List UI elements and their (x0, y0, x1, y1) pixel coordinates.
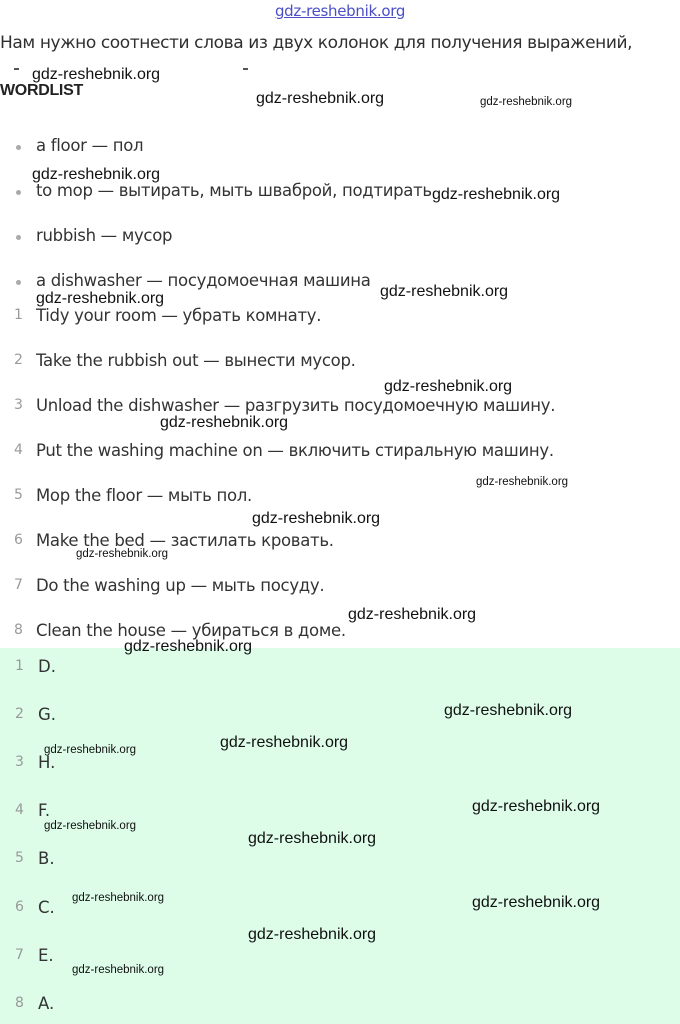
item-number: 1 (15, 658, 24, 674)
watermark: gdz-reshebnik.org (44, 744, 137, 756)
watermark: gdz-reshebnik.org (476, 476, 569, 488)
item-number: 1 (14, 307, 23, 323)
bullet-icon (16, 280, 21, 285)
item-number: 3 (14, 397, 23, 413)
answer-text: E. (38, 946, 54, 965)
watermark: gdz-reshebnik.org (248, 830, 377, 847)
item-number: 5 (14, 487, 23, 503)
item-number: 5 (15, 850, 24, 866)
item-number: 8 (15, 995, 24, 1011)
site-link[interactable]: gdz-reshebnik.org (274, 2, 406, 20)
wordlist-item-text: to mop — вытирать, мыть шваброй, подтирать (36, 181, 432, 200)
answer-text: D. (38, 657, 56, 676)
answer-panel (0, 648, 680, 1024)
phrase-text: Unload the dishwasher — разгрузить посудомоечную машину. (36, 396, 556, 415)
answer-text: A. (38, 994, 55, 1013)
bullet-icon (16, 145, 21, 150)
bullet-icon (16, 235, 21, 240)
watermark: gdz-reshebnik.org (472, 798, 601, 815)
item-number: 8 (14, 622, 23, 638)
watermark: gdz-reshebnik.org (32, 166, 161, 183)
cut-mark (14, 68, 19, 70)
wordlist-title: WORDLIST (0, 82, 83, 99)
watermark: gdz-reshebnik.org (380, 283, 509, 300)
watermark: gdz-reshebnik.org (36, 290, 165, 307)
wordlist-item-text: a floor — пол (36, 136, 144, 155)
intro-text: Нам нужно соотнести слова из двух колонок для получения выражений, (0, 33, 633, 53)
watermark: gdz-reshebnik.org (256, 90, 385, 107)
phrase-text: Do the washing up — мыть посуду. (36, 576, 325, 595)
answer-text: H. (38, 753, 56, 772)
answer-text: F. (38, 801, 51, 820)
watermark: gdz-reshebnik.org (248, 926, 377, 943)
item-number: 2 (14, 352, 23, 368)
item-number: 3 (15, 754, 24, 770)
watermark: gdz-reshebnik.org (124, 638, 253, 655)
item-number: 7 (14, 577, 23, 593)
watermark: gdz-reshebnik.org (444, 702, 573, 719)
answer-text: C. (38, 898, 55, 917)
bullet-icon (16, 190, 21, 195)
answer-text: G. (38, 705, 57, 724)
phrase-text: Mop the floor — мыть пол. (36, 486, 252, 505)
watermark: gdz-reshebnik.org (252, 510, 381, 527)
watermark: gdz-reshebnik.org (76, 548, 169, 560)
phrase-text: Tidy your room — убрать комнату. (36, 306, 322, 325)
watermark: gdz-reshebnik.org (432, 186, 561, 203)
watermark: gdz-reshebnik.org (472, 894, 601, 911)
phrase-text: Clean the house — убираться в доме. (36, 621, 346, 640)
watermark: gdz-reshebnik.org (32, 66, 161, 83)
watermark: gdz-reshebnik.org (348, 606, 477, 623)
item-number: 2 (15, 706, 24, 722)
item-number: 6 (15, 899, 24, 915)
watermark: gdz-reshebnik.org (160, 414, 289, 431)
answer-text: B. (38, 849, 55, 868)
item-number: 6 (14, 532, 23, 548)
watermark: gdz-reshebnik.org (480, 96, 573, 108)
phrase-text: Take the rubbish out — вынести мусор. (36, 351, 356, 370)
watermark: gdz-reshebnik.org (384, 378, 513, 395)
watermark: gdz-reshebnik.org (72, 892, 165, 904)
watermark: gdz-reshebnik.org (220, 734, 349, 751)
item-number: 7 (15, 947, 24, 963)
wordlist-item-text: rubbish — мусор (36, 226, 173, 245)
wordlist-item-text: a dishwasher — посудомоечная машина (36, 271, 371, 290)
phrase-text: Put the washing machine on — включить стиральную машину. (36, 441, 554, 460)
watermark: gdz-reshebnik.org (44, 820, 137, 832)
phrase-text: Make the bed — застилать кровать. (36, 531, 334, 550)
item-number: 4 (15, 802, 24, 818)
item-number: 4 (14, 442, 23, 458)
watermark: gdz-reshebnik.org (72, 964, 165, 976)
cut-mark (243, 68, 248, 70)
